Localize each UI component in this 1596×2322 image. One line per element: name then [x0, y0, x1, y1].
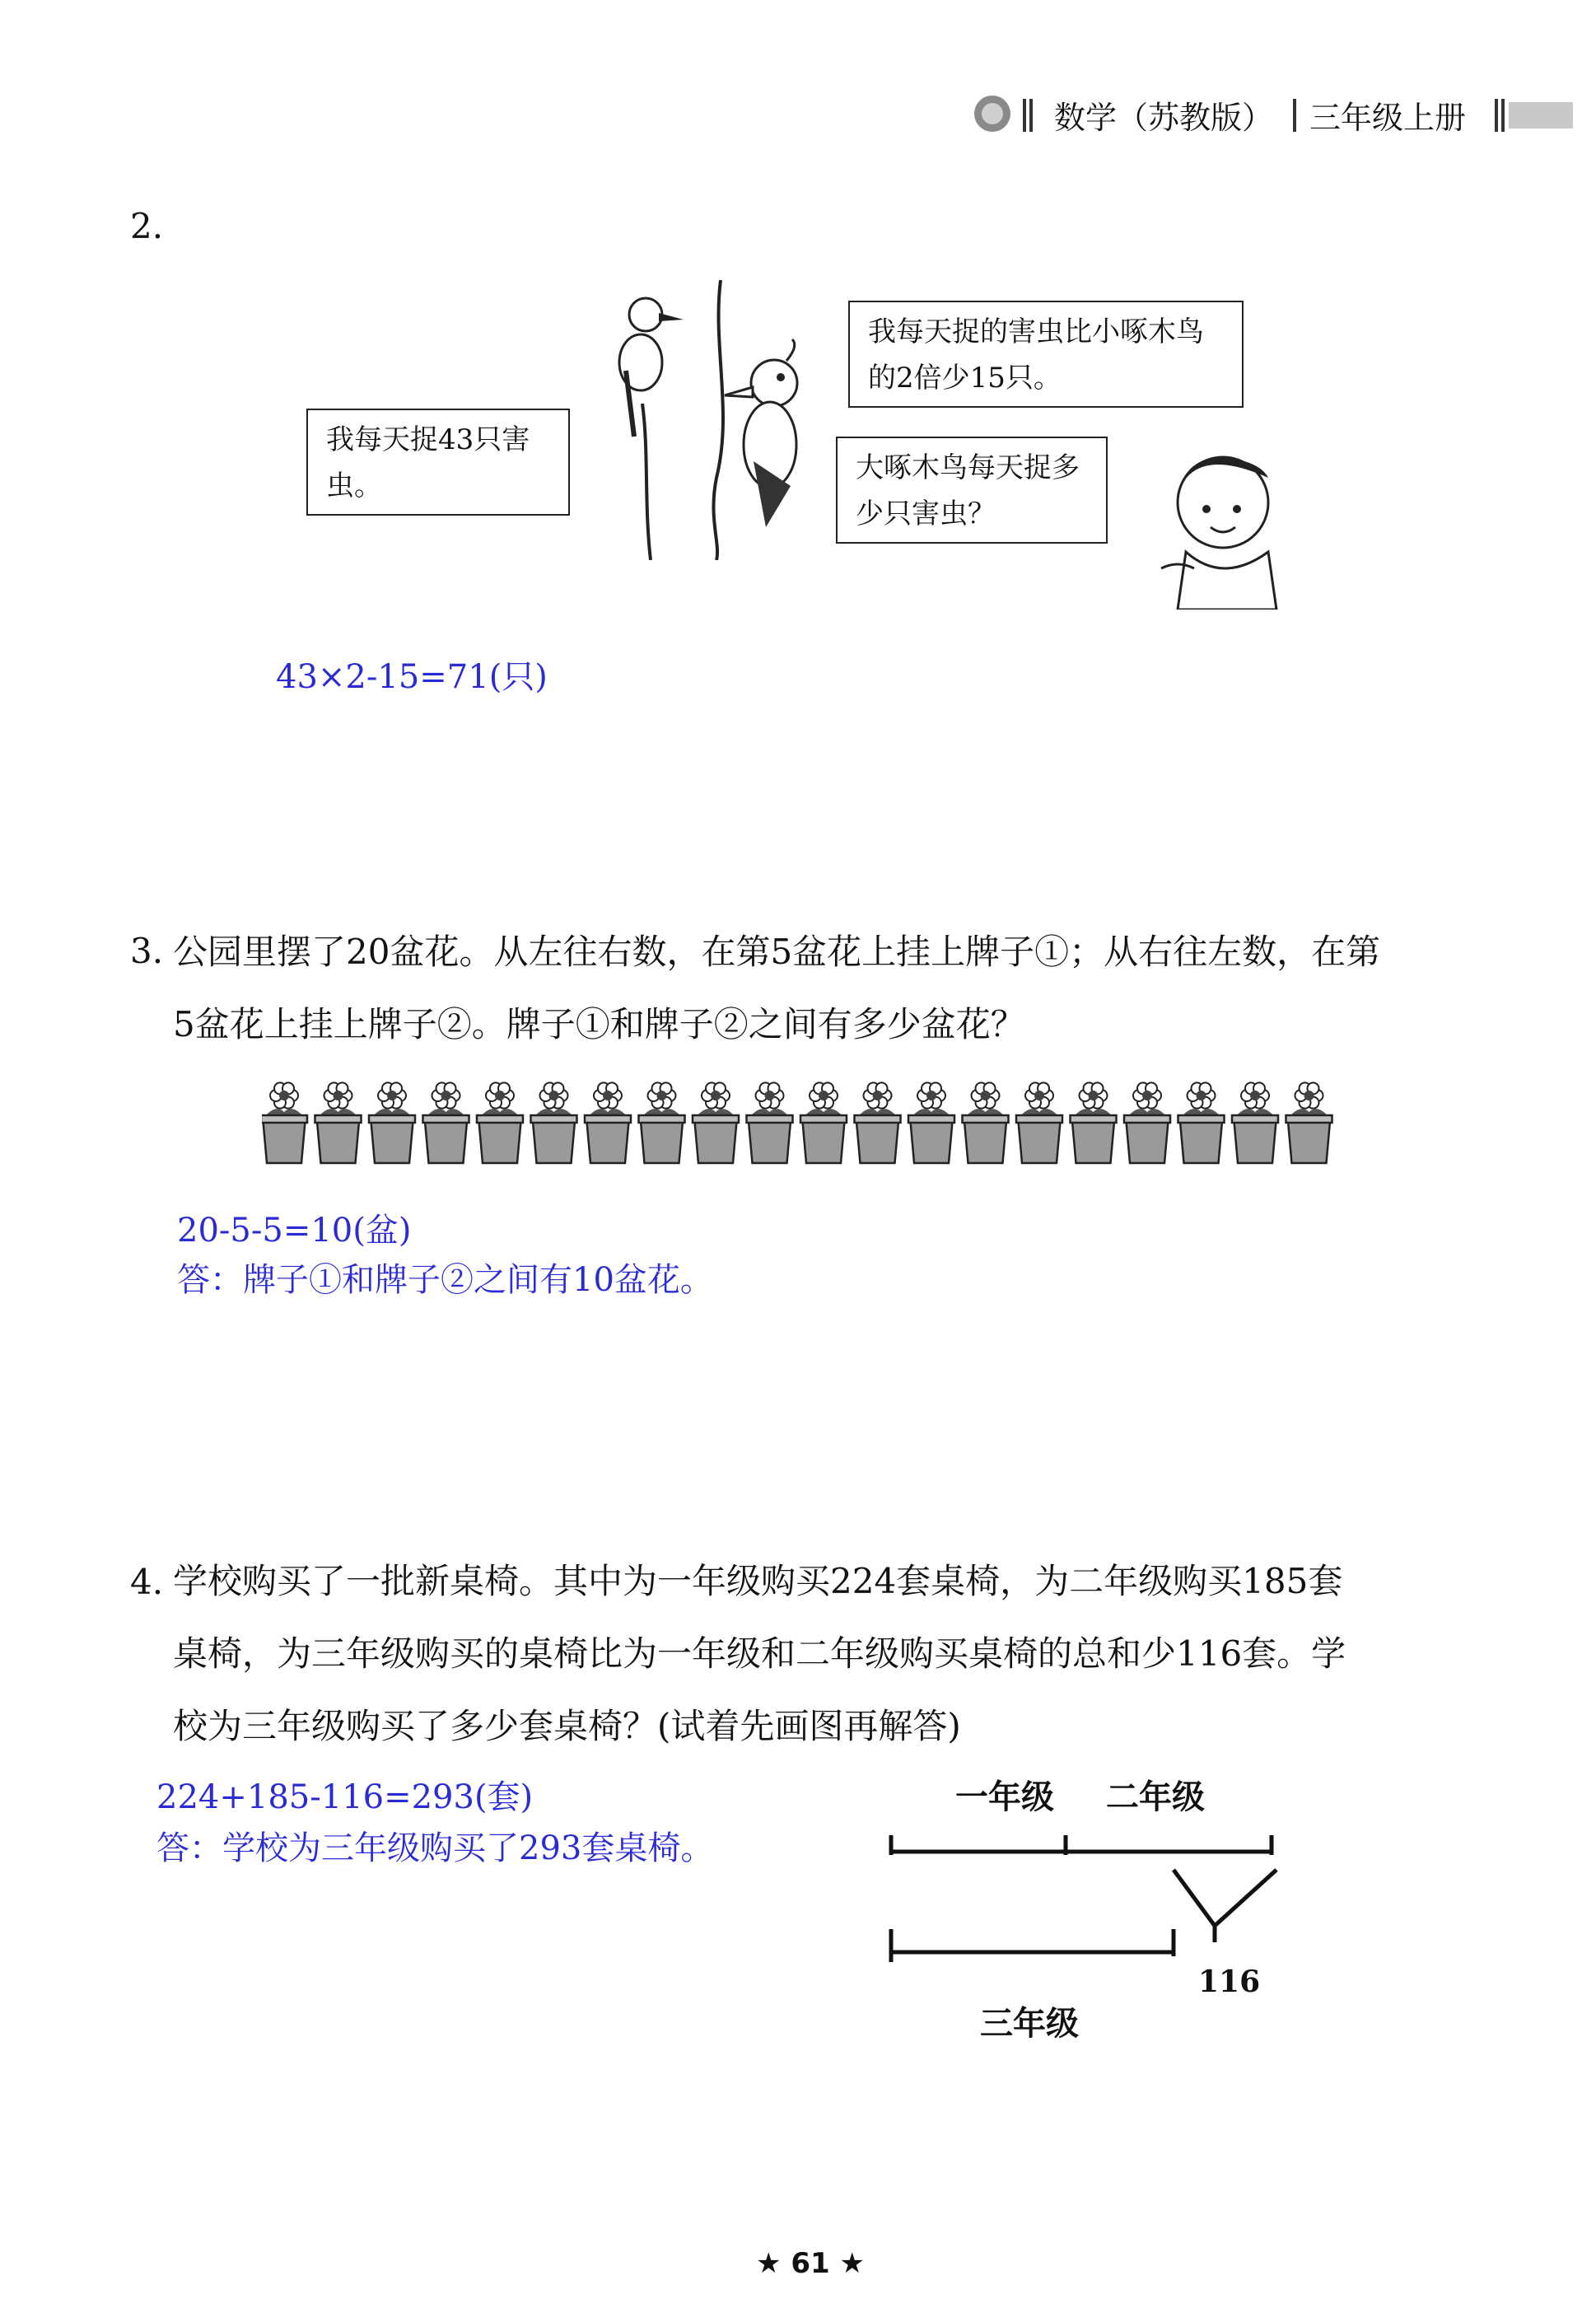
flower-pot-icon	[585, 1082, 631, 1163]
page-number: ★ 61 ★	[756, 2247, 865, 2280]
flower-pot-icon	[800, 1082, 847, 1163]
flower-pot-icon	[477, 1082, 523, 1163]
boy-icon	[1145, 445, 1285, 610]
q3-number: 3.	[130, 931, 164, 971]
q3-text-line1: 公园里摆了20盆花。从左往右数，在第5盆花上挂上牌子①；从右往左数，在第	[173, 932, 1381, 972]
flower-pot-icon	[693, 1082, 739, 1163]
q3-answer-calc: 20-5-5=10(盆)	[177, 1212, 412, 1250]
diagram-label-grade2: 二年级	[1106, 1778, 1205, 1816]
bubble-boy-question: 大啄木鸟每天捉多少只害虫？	[836, 437, 1108, 544]
flower-pot-icon	[369, 1082, 415, 1163]
flower-pot-icon	[1124, 1082, 1170, 1163]
flower-pot-icon	[963, 1082, 1009, 1163]
q4-number: 4.	[130, 1562, 164, 1602]
bubble-big-woodpecker: 我每天捉的害虫比小啄木鸟的2倍少15只。	[848, 301, 1244, 408]
flower-pot-row	[262, 1071, 1357, 1170]
q4-answer-text: 答：学校为三年级购买了293套桌椅。	[156, 1829, 714, 1867]
q4-answer-calc: 224+185-116=293(套)	[156, 1778, 534, 1816]
q4-text-line1: 学校购买了一批新桌椅。其中为一年级购买224套桌椅，为二年级购买185套	[173, 1561, 1343, 1601]
flower-pot-icon	[423, 1082, 469, 1163]
flower-pot-icon	[1286, 1082, 1332, 1163]
flower-pot-icon	[855, 1082, 901, 1163]
flower-pot-icon	[262, 1082, 307, 1163]
bubble-small-woodpecker: 我每天捉43只害虫。	[306, 409, 570, 516]
woodpecker-illustration	[576, 280, 840, 560]
q2-number: 2.	[130, 206, 164, 246]
flower-pot-icon	[1071, 1082, 1117, 1163]
header-subject: 数学（苏教版）	[1054, 100, 1274, 136]
flower-pot-icon	[908, 1082, 954, 1163]
diagram-label-grade3: 三年级	[980, 2005, 1079, 2043]
q2-answer: 43×2-15=71(只)	[276, 658, 548, 696]
flower-pot-icon	[1016, 1082, 1062, 1163]
big-woodpecker-icon	[725, 339, 797, 527]
q4-text-line2: 桌椅，为三年级购买的桌椅比为一年级和二年级购买桌椅的总和少116套。学	[173, 1633, 1346, 1674]
flower-pot-icon	[1178, 1082, 1225, 1163]
flower-pot-icon	[1232, 1082, 1278, 1163]
small-woodpecker-icon	[619, 298, 684, 437]
q3-text-line2: 5盆花上挂上牌子②。牌子①和牌子②之间有多少盆花？	[173, 1004, 1025, 1044]
flower-pot-icon	[531, 1082, 577, 1163]
diagram-label-difference: 116	[1198, 1965, 1261, 1999]
q3-answer-text: 答：牌子①和牌子②之间有10盆花。	[177, 1261, 713, 1299]
header-grade: 三年级上册	[1309, 100, 1467, 136]
diagram-label-grade1: 一年级	[955, 1778, 1054, 1816]
flower-pot-icon	[315, 1082, 362, 1163]
flower-pot-icon	[639, 1082, 685, 1163]
flower-pot-icon	[747, 1082, 793, 1163]
q4-text-line3: 校为三年级购买了多少套桌椅？(试着先画图再解答)	[173, 1706, 961, 1746]
